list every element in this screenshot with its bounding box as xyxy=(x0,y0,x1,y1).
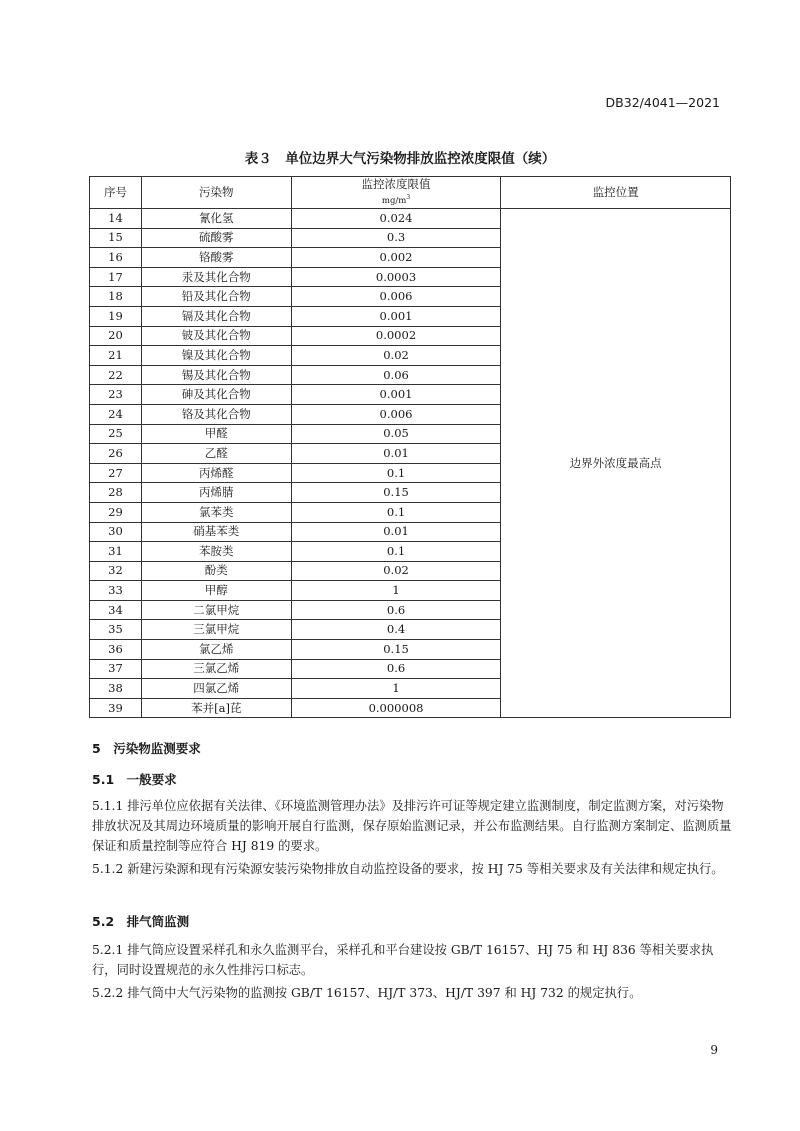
cell-limit: 0.01 xyxy=(291,522,501,542)
cell-limit: 0.06 xyxy=(291,365,501,385)
table-row xyxy=(90,209,731,229)
cell-pollutant: 苯并[a]芘 xyxy=(141,698,291,718)
cell-limit: 0.15 xyxy=(291,483,501,503)
cell-pollutant: 四氯乙烯 xyxy=(141,679,291,699)
cell-no: 18 xyxy=(90,287,142,307)
cell-pollutant: 丙烯腈 xyxy=(141,483,291,503)
header-limit xyxy=(291,177,501,209)
cell-no: 31 xyxy=(90,542,142,562)
cell-no: 37 xyxy=(90,659,142,679)
cell-pollutant: 硫酸雾 xyxy=(141,228,291,248)
cell-no: 24 xyxy=(90,404,142,424)
section-5-title: 5 污染物监测要求 xyxy=(92,741,201,756)
cell-pollutant: 甲醛 xyxy=(141,424,291,444)
cell-pollutant: 镍及其化合物 xyxy=(141,346,291,366)
cell-no: 26 xyxy=(90,444,142,464)
cell-limit: 1 xyxy=(291,581,501,601)
cell-no: 38 xyxy=(90,679,142,699)
paragraph-5-1-1: 5.1.1 排污单位应依据有关法律、《环境监测管理办法》及排污许可证等规定建立监测制度，制定监测方案，对污染物排放状况及其周边环境质量的影响开展自行监测，保存原始监测记录，并公布监测结果。自行监测方案制定、监测质量保证和质量控制等应符合 HJ 819 的要求。 xyxy=(92,799,732,853)
cell-limit: 0.4 xyxy=(291,620,501,640)
cell-limit: 0.01 xyxy=(291,444,501,464)
cell-pollutant: 汞及其化合物 xyxy=(141,267,291,287)
cell-pollutant: 甲醇 xyxy=(141,581,291,601)
header-limit-label: 监控浓度限值 xyxy=(361,176,431,191)
header-unit: $mg/m^3$ xyxy=(381,193,411,206)
cell-limit: 0.05 xyxy=(291,424,501,444)
cell-no: 33 xyxy=(90,581,142,601)
cell-limit: 0.6 xyxy=(291,659,501,679)
cell-no: 20 xyxy=(90,326,142,346)
cell-no: 15 xyxy=(90,228,142,248)
table-title: 表３ 单位边界大气污染物排放监控浓度限值（续） xyxy=(244,151,556,167)
cell-pollutant: 镉及其化合物 xyxy=(141,306,291,326)
cell-limit: 0.02 xyxy=(291,561,501,581)
document-code: DB32/4041—2021 xyxy=(605,95,720,110)
cell-limit: 0.002 xyxy=(291,248,501,268)
cell-pollutant: 丙烯醛 xyxy=(141,463,291,483)
cell-limit: 0.0002 xyxy=(291,326,501,346)
cell-pollutant: 氯乙烯 xyxy=(141,640,291,660)
table-body xyxy=(90,209,731,718)
cell-no: 14 xyxy=(90,209,142,229)
cell-pollutant: 铅及其化合物 xyxy=(141,287,291,307)
cell-no: 32 xyxy=(90,561,142,581)
cell-no: 19 xyxy=(90,306,142,326)
cell-limit: 1 xyxy=(291,679,501,699)
cell-pollutant: 氰化氢 xyxy=(141,209,291,229)
cell-pollutant: 铬及其化合物 xyxy=(141,404,291,424)
cell-limit: 0.001 xyxy=(291,306,501,326)
paragraph-5-1-2: 5.1.2 新建污染源和现有污染源安装污染物排放自动监控设备的要求，按 HJ 75 等相关要求及有关法律和规定执行。 xyxy=(92,862,724,876)
cell-no: 21 xyxy=(90,346,142,366)
cell-limit: 0.001 xyxy=(291,385,501,405)
cell-no: 30 xyxy=(90,522,142,542)
cell-pollutant: 砷及其化合物 xyxy=(141,385,291,405)
cell-position: 边界外浓度最高点 xyxy=(501,209,731,718)
cell-pollutant: 硝基苯类 xyxy=(141,522,291,542)
cell-no: 35 xyxy=(90,620,142,640)
cell-no: 39 xyxy=(90,698,142,718)
cell-pollutant: 三氯乙烯 xyxy=(141,659,291,679)
cell-pollutant: 二氯甲烷 xyxy=(141,600,291,620)
cell-pollutant: 锡及其化合物 xyxy=(141,365,291,385)
header-position: 监控位置 xyxy=(501,177,731,209)
section-5-2-title: 5.2 排气筒监测 xyxy=(92,914,190,929)
cell-pollutant: 三氯甲烷 xyxy=(141,620,291,640)
cell-no: 29 xyxy=(90,502,142,522)
cell-limit: 0.024 xyxy=(291,209,501,229)
cell-limit: 0.02 xyxy=(291,346,501,366)
paragraph-5-2-1: 5.2.1 排气筒应设置采样孔和永久监测平台，采样孔和平台建设按 GB/T 16157、HJ 75 和 HJ 836 等相关要求执行，同时设置规范的永久性排污口标志。 xyxy=(92,943,714,977)
cell-no: 28 xyxy=(90,483,142,503)
cell-pollutant: 酚类 xyxy=(141,561,291,581)
cell-no: 17 xyxy=(90,267,142,287)
cell-limit: 0.006 xyxy=(291,404,501,424)
cell-no: 25 xyxy=(90,424,142,444)
header-pollutant: 污染物 xyxy=(141,177,291,209)
cell-limit: 0.6 xyxy=(291,600,501,620)
cell-limit: 0.000008 xyxy=(291,698,501,718)
cell-limit: 0.1 xyxy=(291,502,501,522)
cell-no: 23 xyxy=(90,385,142,405)
cell-pollutant: 苯胺类 xyxy=(141,542,291,562)
cell-pollutant: 氯苯类 xyxy=(141,502,291,522)
cell-pollutant: 铍及其化合物 xyxy=(141,326,291,346)
cell-no: 34 xyxy=(90,600,142,620)
cell-no: 36 xyxy=(90,640,142,660)
section-5-1-title: 5.1 一般要求 xyxy=(92,772,177,787)
cell-no: 16 xyxy=(90,248,142,268)
page-number: 9 xyxy=(710,1043,718,1057)
cell-no: 27 xyxy=(90,463,142,483)
cell-limit: 0.0003 xyxy=(291,267,501,287)
pollutant-limits-table xyxy=(89,176,731,718)
cell-limit: 0.15 xyxy=(291,640,501,660)
cell-limit: 0.006 xyxy=(291,287,501,307)
table-header-row xyxy=(90,177,731,209)
cell-pollutant: 乙醛 xyxy=(141,444,291,464)
cell-limit: 0.1 xyxy=(291,542,501,562)
paragraph-5-2-2: 5.2.2 排气筒中大气污染物的监测按 GB/T 16157、HJ/T 373、HJ/T 397 和 HJ 732 的规定执行。 xyxy=(92,986,642,1000)
cell-limit: 0.3 xyxy=(291,228,501,248)
cell-limit: 0.1 xyxy=(291,463,501,483)
cell-no: 22 xyxy=(90,365,142,385)
header-no: 序号 xyxy=(90,177,142,209)
cell-pollutant: 铬酸雾 xyxy=(141,248,291,268)
